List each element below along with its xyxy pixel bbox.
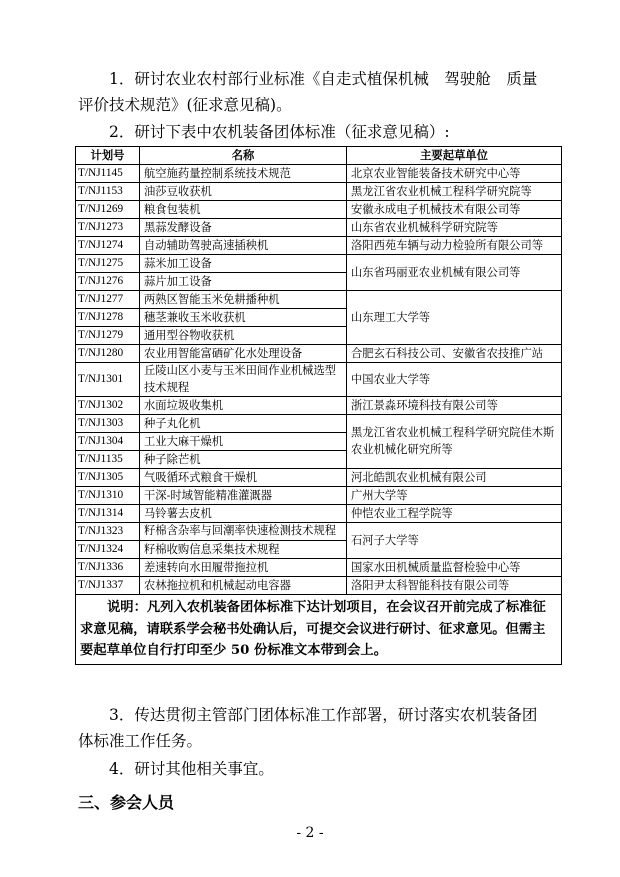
plan-number: T/NJ1324 xyxy=(76,541,140,559)
plan-number: T/NJ1153 xyxy=(76,183,140,201)
table-row xyxy=(76,165,562,183)
table-row xyxy=(76,363,562,397)
table-row xyxy=(76,523,562,541)
standard-name: 籽棉含杂率与回潮率快速检测技术规程 xyxy=(140,523,347,541)
table-row xyxy=(76,345,562,363)
header-plan-number: 计划号 xyxy=(76,147,140,165)
standard-name: 工业大麻干燥机 xyxy=(140,433,347,451)
table-row xyxy=(76,415,562,433)
drafting-unit: 河北皓凯农业机械有限公司 xyxy=(347,469,562,487)
table-note-row xyxy=(76,595,562,665)
standards-table xyxy=(75,146,562,665)
standard-name: 种子除芒机 xyxy=(140,451,347,469)
item-4-paragraph: 4．研讨其他相关事宜。 xyxy=(109,760,274,778)
drafting-unit: 黑龙江省农业机械工程科学研究院佳木斯农业机械化研究所等 xyxy=(347,415,562,469)
plan-number: T/NJ1145 xyxy=(76,165,140,183)
plan-number: T/NJ1275 xyxy=(76,255,140,273)
plan-number: T/NJ1135 xyxy=(76,451,140,469)
drafting-unit: 安徽永成电子机械技术有限公司等 xyxy=(347,201,562,219)
plan-number: T/NJ1302 xyxy=(76,397,140,415)
table-row xyxy=(76,183,562,201)
standard-name: 丘陵山区小麦与玉米田间作业机械选型技术规程 xyxy=(140,363,347,397)
table-row xyxy=(76,255,562,273)
section-heading: 三、参会人员 xyxy=(78,793,175,812)
plan-number: T/NJ1310 xyxy=(76,487,140,505)
standard-name: 籽棉收购信息采集技术规程 xyxy=(140,541,347,559)
header-name: 名称 xyxy=(140,147,347,165)
drafting-unit: 山东理工大学等 xyxy=(347,291,562,345)
drafting-unit: 黑龙江省农业机械工程科学研究院等 xyxy=(347,183,562,201)
item-2-paragraph: 2．研讨下表中农机装备团体标准（征求意见稿）: xyxy=(109,123,450,141)
plan-number: T/NJ1304 xyxy=(76,433,140,451)
table-row xyxy=(76,487,562,505)
drafting-unit: 洛阳尹太科智能科技有限公司等 xyxy=(347,577,562,595)
standard-name: 水面垃圾收集机 xyxy=(140,397,347,415)
standard-name: 气吸循环式粮食干燥机 xyxy=(140,469,347,487)
table-header-row xyxy=(76,147,562,165)
plan-number: T/NJ1305 xyxy=(76,469,140,487)
header-drafting-unit: 主要起草单位 xyxy=(347,147,562,165)
table-row xyxy=(76,237,562,255)
table-row xyxy=(76,505,562,523)
page-number: - 2 - xyxy=(296,825,324,841)
standard-name: 两熟区智能玉米免耕播种机 xyxy=(140,291,347,309)
standard-name: 农林拖拉机和机械起动电容器 xyxy=(140,577,347,595)
standard-name: 黑蒜发酵设备 xyxy=(140,219,347,237)
table-row xyxy=(76,201,562,219)
standard-name: 油莎豆收获机 xyxy=(140,183,347,201)
item-1-paragraph: 1．研讨农业农村部行业标准《自走式植保机械 驾驶舱 质量评价技术规范》(征求意见稿)。 xyxy=(78,70,538,114)
drafting-unit: 山东省玛丽亚农业机械有限公司等 xyxy=(347,255,562,291)
drafting-unit: 仲恺农业工程学院等 xyxy=(347,505,562,523)
drafting-unit: 山东省农业机械科学研究院等 xyxy=(347,219,562,237)
drafting-unit: 广州大学等 xyxy=(347,487,562,505)
table-row xyxy=(76,577,562,595)
standard-name: 农业用智能富硒矿化水处理设备 xyxy=(140,345,347,363)
drafting-unit: 国家水田机械质量监督检验中心等 xyxy=(347,559,562,577)
table-row xyxy=(76,469,562,487)
standard-name: 干深-时域智能精准灌溉器 xyxy=(140,487,347,505)
drafting-unit: 中国农业大学等 xyxy=(347,363,562,397)
standard-name: 差速转向水田履带拖拉机 xyxy=(140,559,347,577)
item-3-paragraph: 3．传达贯彻主管部门团体标准工作部署，研讨落实农机装备团体标准工作任务。 xyxy=(78,706,538,750)
table-row xyxy=(76,397,562,415)
standard-name: 通用型谷物收获机 xyxy=(140,327,347,345)
standard-name: 马铃薯去皮机 xyxy=(140,505,347,523)
drafting-unit: 石河子大学等 xyxy=(347,523,562,559)
standard-name: 粮食包装机 xyxy=(140,201,347,219)
plan-number: T/NJ1274 xyxy=(76,237,140,255)
plan-number: T/NJ1277 xyxy=(76,291,140,309)
standard-name: 自动辅助驾驶高速插秧机 xyxy=(140,237,347,255)
plan-number: T/NJ1276 xyxy=(76,273,140,291)
table-row xyxy=(76,291,562,309)
table-row xyxy=(76,219,562,237)
plan-number: T/NJ1323 xyxy=(76,523,140,541)
plan-number: T/NJ1303 xyxy=(76,415,140,433)
drafting-unit: 浙江景淼环境科技有限公司等 xyxy=(347,397,562,415)
drafting-unit: 合肥玄石科技公司、安徽省农技推广站 xyxy=(347,345,562,363)
table-row xyxy=(76,559,562,577)
plan-number: T/NJ1279 xyxy=(76,327,140,345)
standard-name: 种子丸化机 xyxy=(140,415,347,433)
standard-name: 蒜米加工设备 xyxy=(140,255,347,273)
standard-name: 穗茎兼收玉米收获机 xyxy=(140,309,347,327)
standard-name: 蒜片加工设备 xyxy=(140,273,347,291)
plan-number: T/NJ1280 xyxy=(76,345,140,363)
plan-number: T/NJ1301 xyxy=(76,363,140,397)
plan-number: T/NJ1337 xyxy=(76,577,140,595)
standard-name: 航空施药量控制系统技术规范 xyxy=(140,165,347,183)
plan-number: T/NJ1273 xyxy=(76,219,140,237)
drafting-unit: 洛阳西苑车辆与动力检验所有限公司等 xyxy=(347,237,562,255)
plan-number: T/NJ1278 xyxy=(76,309,140,327)
plan-number: T/NJ1269 xyxy=(76,201,140,219)
plan-number: T/NJ1336 xyxy=(76,559,140,577)
plan-number: T/NJ1314 xyxy=(76,505,140,523)
table-note: 说明：凡列入农机装备团体标准下达计划项目，在会议召开前完成了标准征求意见稿，请联系学会秘书处确认后，可提交会议进行研讨、征求意见。但需主要起草单位自行打印至少 50 份标准文本带到会上。 xyxy=(76,595,562,665)
drafting-unit: 北京农业智能装备技术研究中心等 xyxy=(347,165,562,183)
